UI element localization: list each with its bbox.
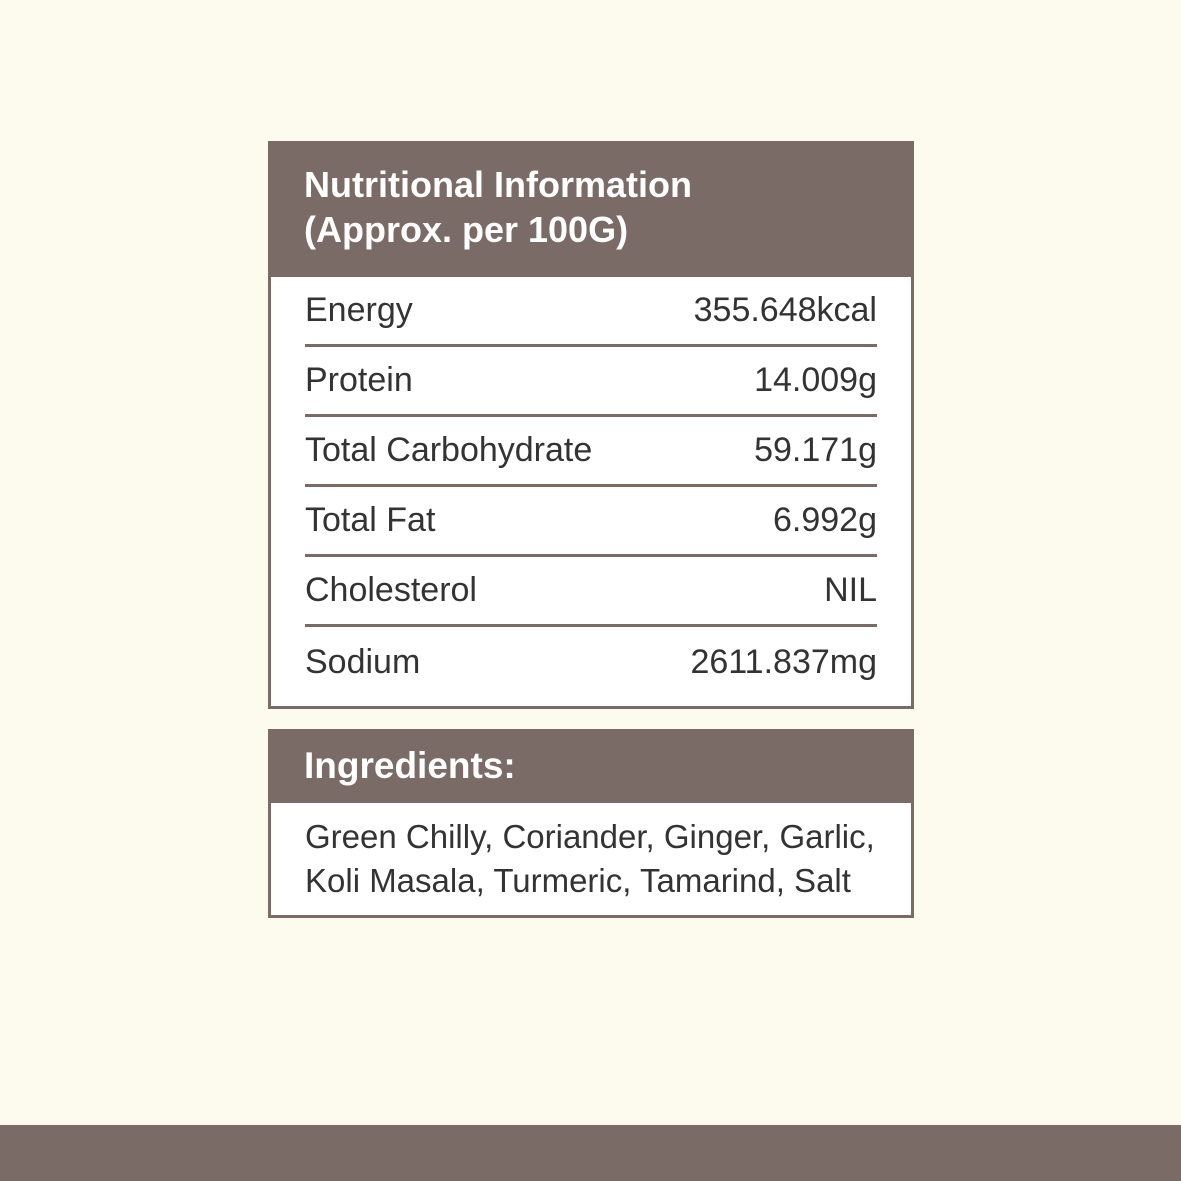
- nutrient-label: Total Fat: [305, 501, 436, 539]
- ingredients-line-2: Koli Masala, Turmeric, Tamarind, Salt: [305, 862, 851, 899]
- nutrient-value: 2611.837mg: [690, 642, 877, 681]
- nutrient-value: 59.171g: [754, 431, 877, 469]
- ingredients-line-1: Green Chilly, Coriander, Ginger, Garlic,: [305, 818, 875, 855]
- nutrient-label: Cholesterol: [305, 571, 477, 609]
- nutrition-title: Nutritional Information: [304, 164, 692, 205]
- nutrition-facts-panel: [268, 141, 914, 709]
- nutrition-row-total-carbohydrate: [305, 417, 877, 487]
- nutrition-rows: [305, 277, 877, 697]
- nutrition-row-protein: [305, 347, 877, 417]
- nutrition-row-total-fat: [305, 487, 877, 557]
- nutrient-value: 6.992g: [773, 501, 877, 539]
- nutrition-header: [271, 144, 911, 277]
- nutrient-value: NIL: [824, 571, 877, 609]
- nutrient-value: 14.009g: [754, 361, 877, 399]
- ingredients-panel: [268, 729, 914, 918]
- nutrition-row-sodium: [305, 627, 877, 697]
- nutrient-label: Protein: [305, 361, 413, 399]
- nutrient-label: Sodium: [305, 642, 421, 681]
- nutrition-row-cholesterol: [305, 557, 877, 627]
- nutrition-row-energy: [305, 277, 877, 347]
- nutrient-value: 355.648kcal: [693, 291, 877, 329]
- footer-bar: [0, 1125, 1181, 1181]
- ingredients-header: [271, 732, 911, 803]
- ingredients-list: [271, 803, 911, 903]
- ingredients-title: Ingredients:: [304, 745, 516, 786]
- nutrition-subtitle: (Approx. per 100G): [304, 209, 629, 250]
- nutrient-label: Energy: [305, 291, 413, 329]
- nutrient-label: Total Carbohydrate: [305, 431, 593, 469]
